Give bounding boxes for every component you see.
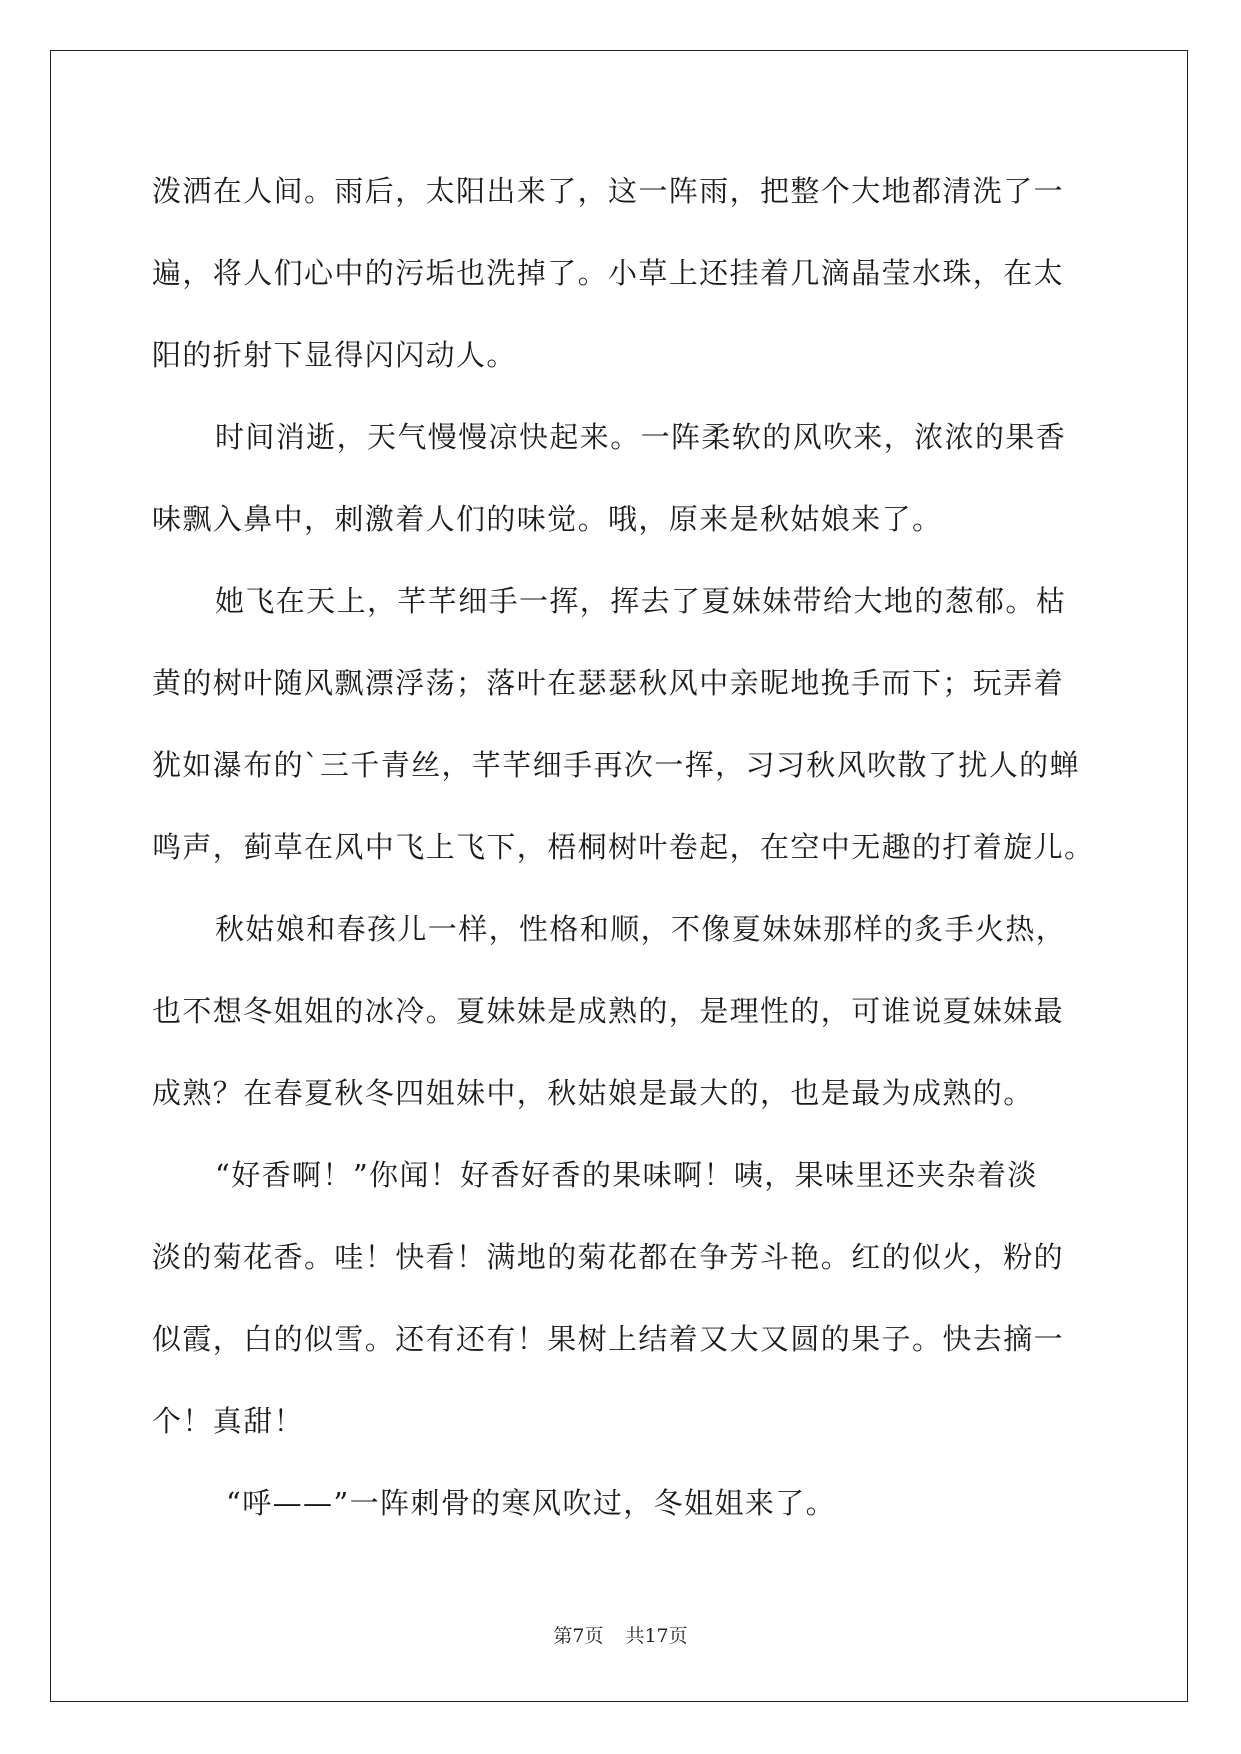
text-line: 淡的菊花香。哇！快看！满地的菊花都在争芳斗艳。红的似火，粉的 [152,1240,1065,1274]
text-line: 个！真甜！ [152,1404,305,1438]
text-line: 遍，将人们心中的污垢也洗掉了。小草上还挂着几滴晶莹水珠，在太 [152,256,1065,290]
text-line: 黄的树叶随风飘漂浮荡；落叶在瑟瑟秋风中亲昵地挽手而下；玩弄着 [152,666,1065,700]
text-line: 味飘入鼻中，刺激着人们的味觉。哦，原来是秋姑娘来了。 [152,502,943,536]
current-page-number: 第7页 [553,1625,604,1647]
paragraph-start-line: “呼——”一阵刺骨的寒风吹过，冬姐姐来了。 [226,1486,837,1520]
total-page-count: 共17页 [625,1625,688,1647]
paragraph-start-line: 秋姑娘和春孩儿一样，性格和顺，不像夏妹妹那样的炙手火热， [215,912,1067,946]
text-line: 似霞，白的似雪。还有还有！果树上结着又大又圆的果子。快去摘一 [152,1322,1065,1356]
text-line: 阳的折射下显得闪闪动人。 [152,338,517,372]
text-line: 也不想冬姐姐的冰冷。夏妹妹是成熟的，是理性的，可谁说夏妹妹最 [152,994,1065,1028]
text-line: 鸣声，蓟草在风中飞上飞下，梧桐树叶卷起，在空中无趣的打着旋儿。 [152,830,1095,864]
page-footer [0,1624,1241,1648]
text-line: 犹如瀑布的`三千青丝，芊芊细手再次一挥，习习秋风吹散了扰人的蝉 [152,748,1080,782]
paragraph-start-line: “好香啊！”你闻！好香好香的果味啊！咦，果味里还夹杂着淡 [215,1158,1038,1192]
paragraph-start-line: 时间消逝，天气慢慢凉快起来。一阵柔软的风吹来，浓浓的果香 [215,420,1067,454]
paragraph-start-line: 她飞在天上，芊芊细手一挥，挥去了夏妹妹带给大地的葱郁。枯 [215,584,1067,618]
text-line: 成熟？在春夏秋冬四姐妹中，秋姑娘是最大的，也是最为成熟的。 [152,1076,1034,1110]
document-body [152,150,1095,1544]
text-line: 泼洒在人间。雨后，太阳出来了，这一阵雨，把整个大地都清洗了一 [152,174,1065,208]
